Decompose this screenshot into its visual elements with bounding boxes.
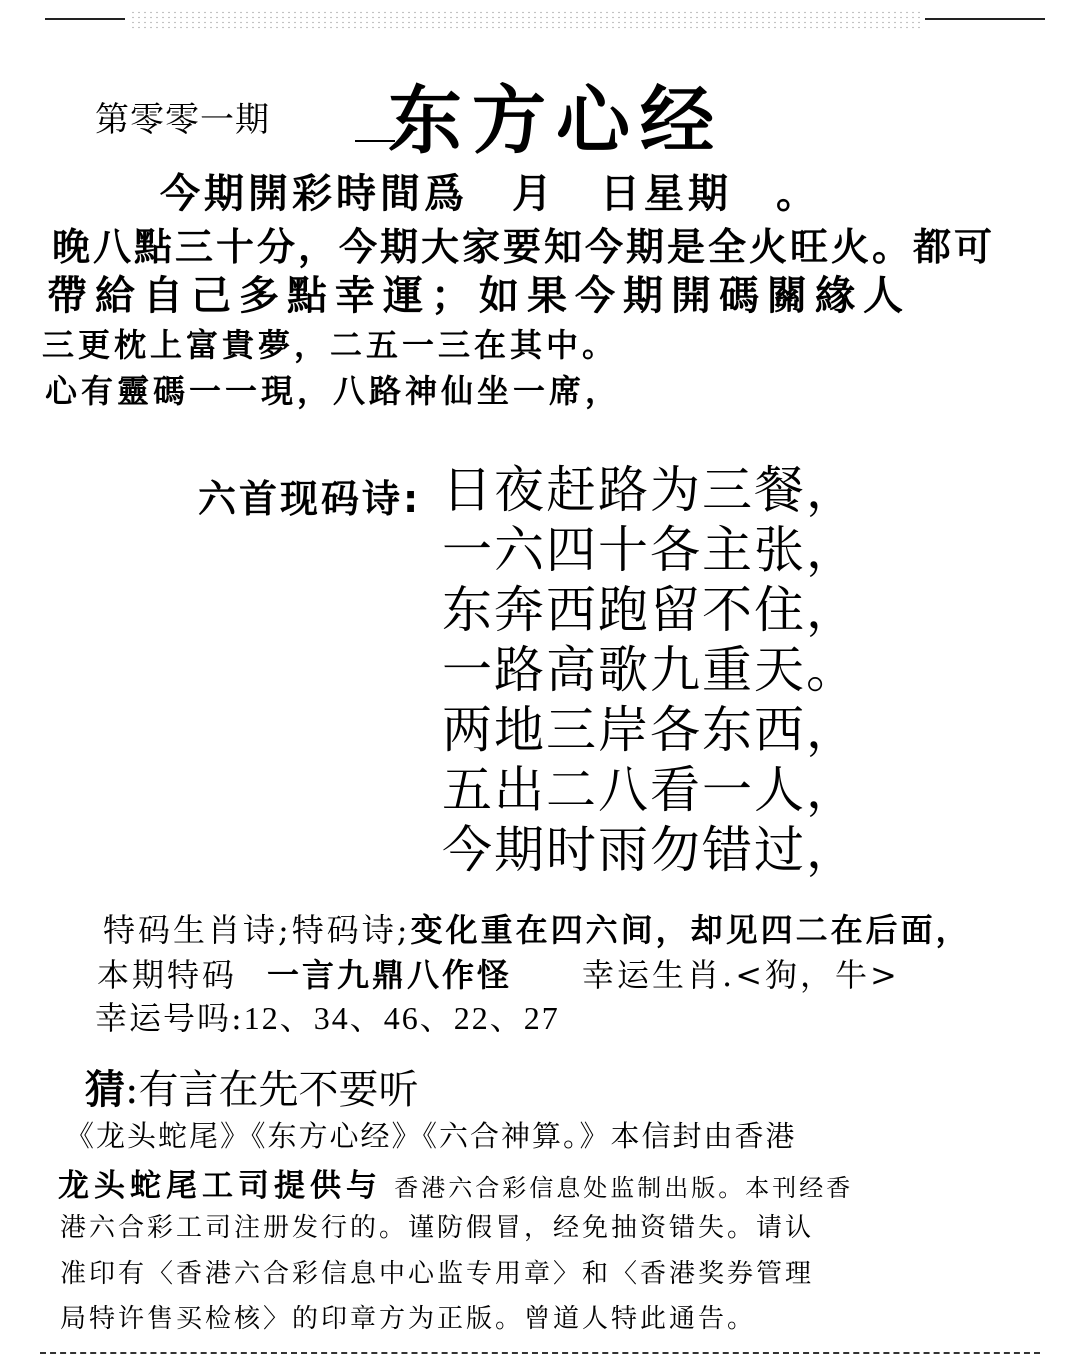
special-code-value: 一言九鼎八作怪 [267,956,513,994]
poem-line: 东奔西跑留不住， [442,581,858,639]
footer-line-5: 局特许售买检核〉的印章方为正版。曾道人特此通告。 [60,1304,757,1334]
intro-line-4: 三更枕上富貴夢，二五一三在其中。 [42,326,619,364]
poem-line: 日夜赶路为三餐， [442,461,858,519]
special-poem-label: 特码生肖诗;特码诗; [103,911,411,949]
footer-line-4: 准印有〈香港六合彩信息中心监专用章〉和〈香港奖券管理 [60,1259,815,1289]
lucky-numbers-value: 12、34、46、22、27 [243,1000,560,1036]
poem-line: 一路高歌九重天。 [442,641,858,699]
top-rule-right [925,18,1045,20]
poem-line: 两地三岸各东西， [442,701,858,759]
intro-line-5: 心有靈碼一一現，八路神仙坐一席， [45,372,622,410]
special-code-line [97,950,900,996]
poem-line: 五出二八看一人， [442,761,858,819]
bottom-rule [40,1352,1040,1354]
lucky-zodiac-label: 幸运生肖. [582,956,736,994]
lucky-zodiac-value: <狗，牛> [735,956,900,994]
footer-line-2a: 龙头蛇尾工司提供与 [58,1168,382,1204]
riddle-line [85,1058,418,1115]
footer-line-2 [58,1160,853,1205]
top-dotted-noise [130,10,920,30]
poem-label: 六首现码诗: [198,477,422,521]
poem-line: 一六四十各主张， [442,521,858,579]
footer-line-2b: 香港六合彩信息处监制出版。本刊经香 [394,1174,854,1202]
special-poem-value: 变化重在四六间，却见四二在后面， [410,911,971,949]
intro-line-2: 晚八點三十分，今期大家要知今期是全火旺火。都可 [52,225,996,269]
footer-line-3: 港六合彩工司注册发行的。谨防假冒，经免抽资错失。请认 [60,1213,815,1243]
lucky-numbers-label: 幸运号吗: [95,999,244,1037]
lucky-numbers-line [95,993,560,1039]
riddle-text: :有言在先不要听 [125,1067,419,1113]
riddle-label: 猜 [85,1067,125,1113]
footer-line-1: 《龙头蛇尾》《东方心经》《六合神算。》本信封由香港 [65,1119,797,1153]
issue-number: 第零零一期 [95,102,270,139]
special-code-label: 本期特码 [97,956,238,994]
top-rule-left [45,18,125,20]
poem-line: 今期时雨勿错过， [442,821,858,879]
intro-line-3: 帶給自己多點幸運；如果今期開碼關緣人 [47,273,911,319]
page-title: 东方心经 [388,78,724,164]
poem-block [442,460,858,880]
intro-line-1: 今期開彩時間爲 月 日星期 。 [160,171,820,217]
special-poem-line [103,905,971,951]
